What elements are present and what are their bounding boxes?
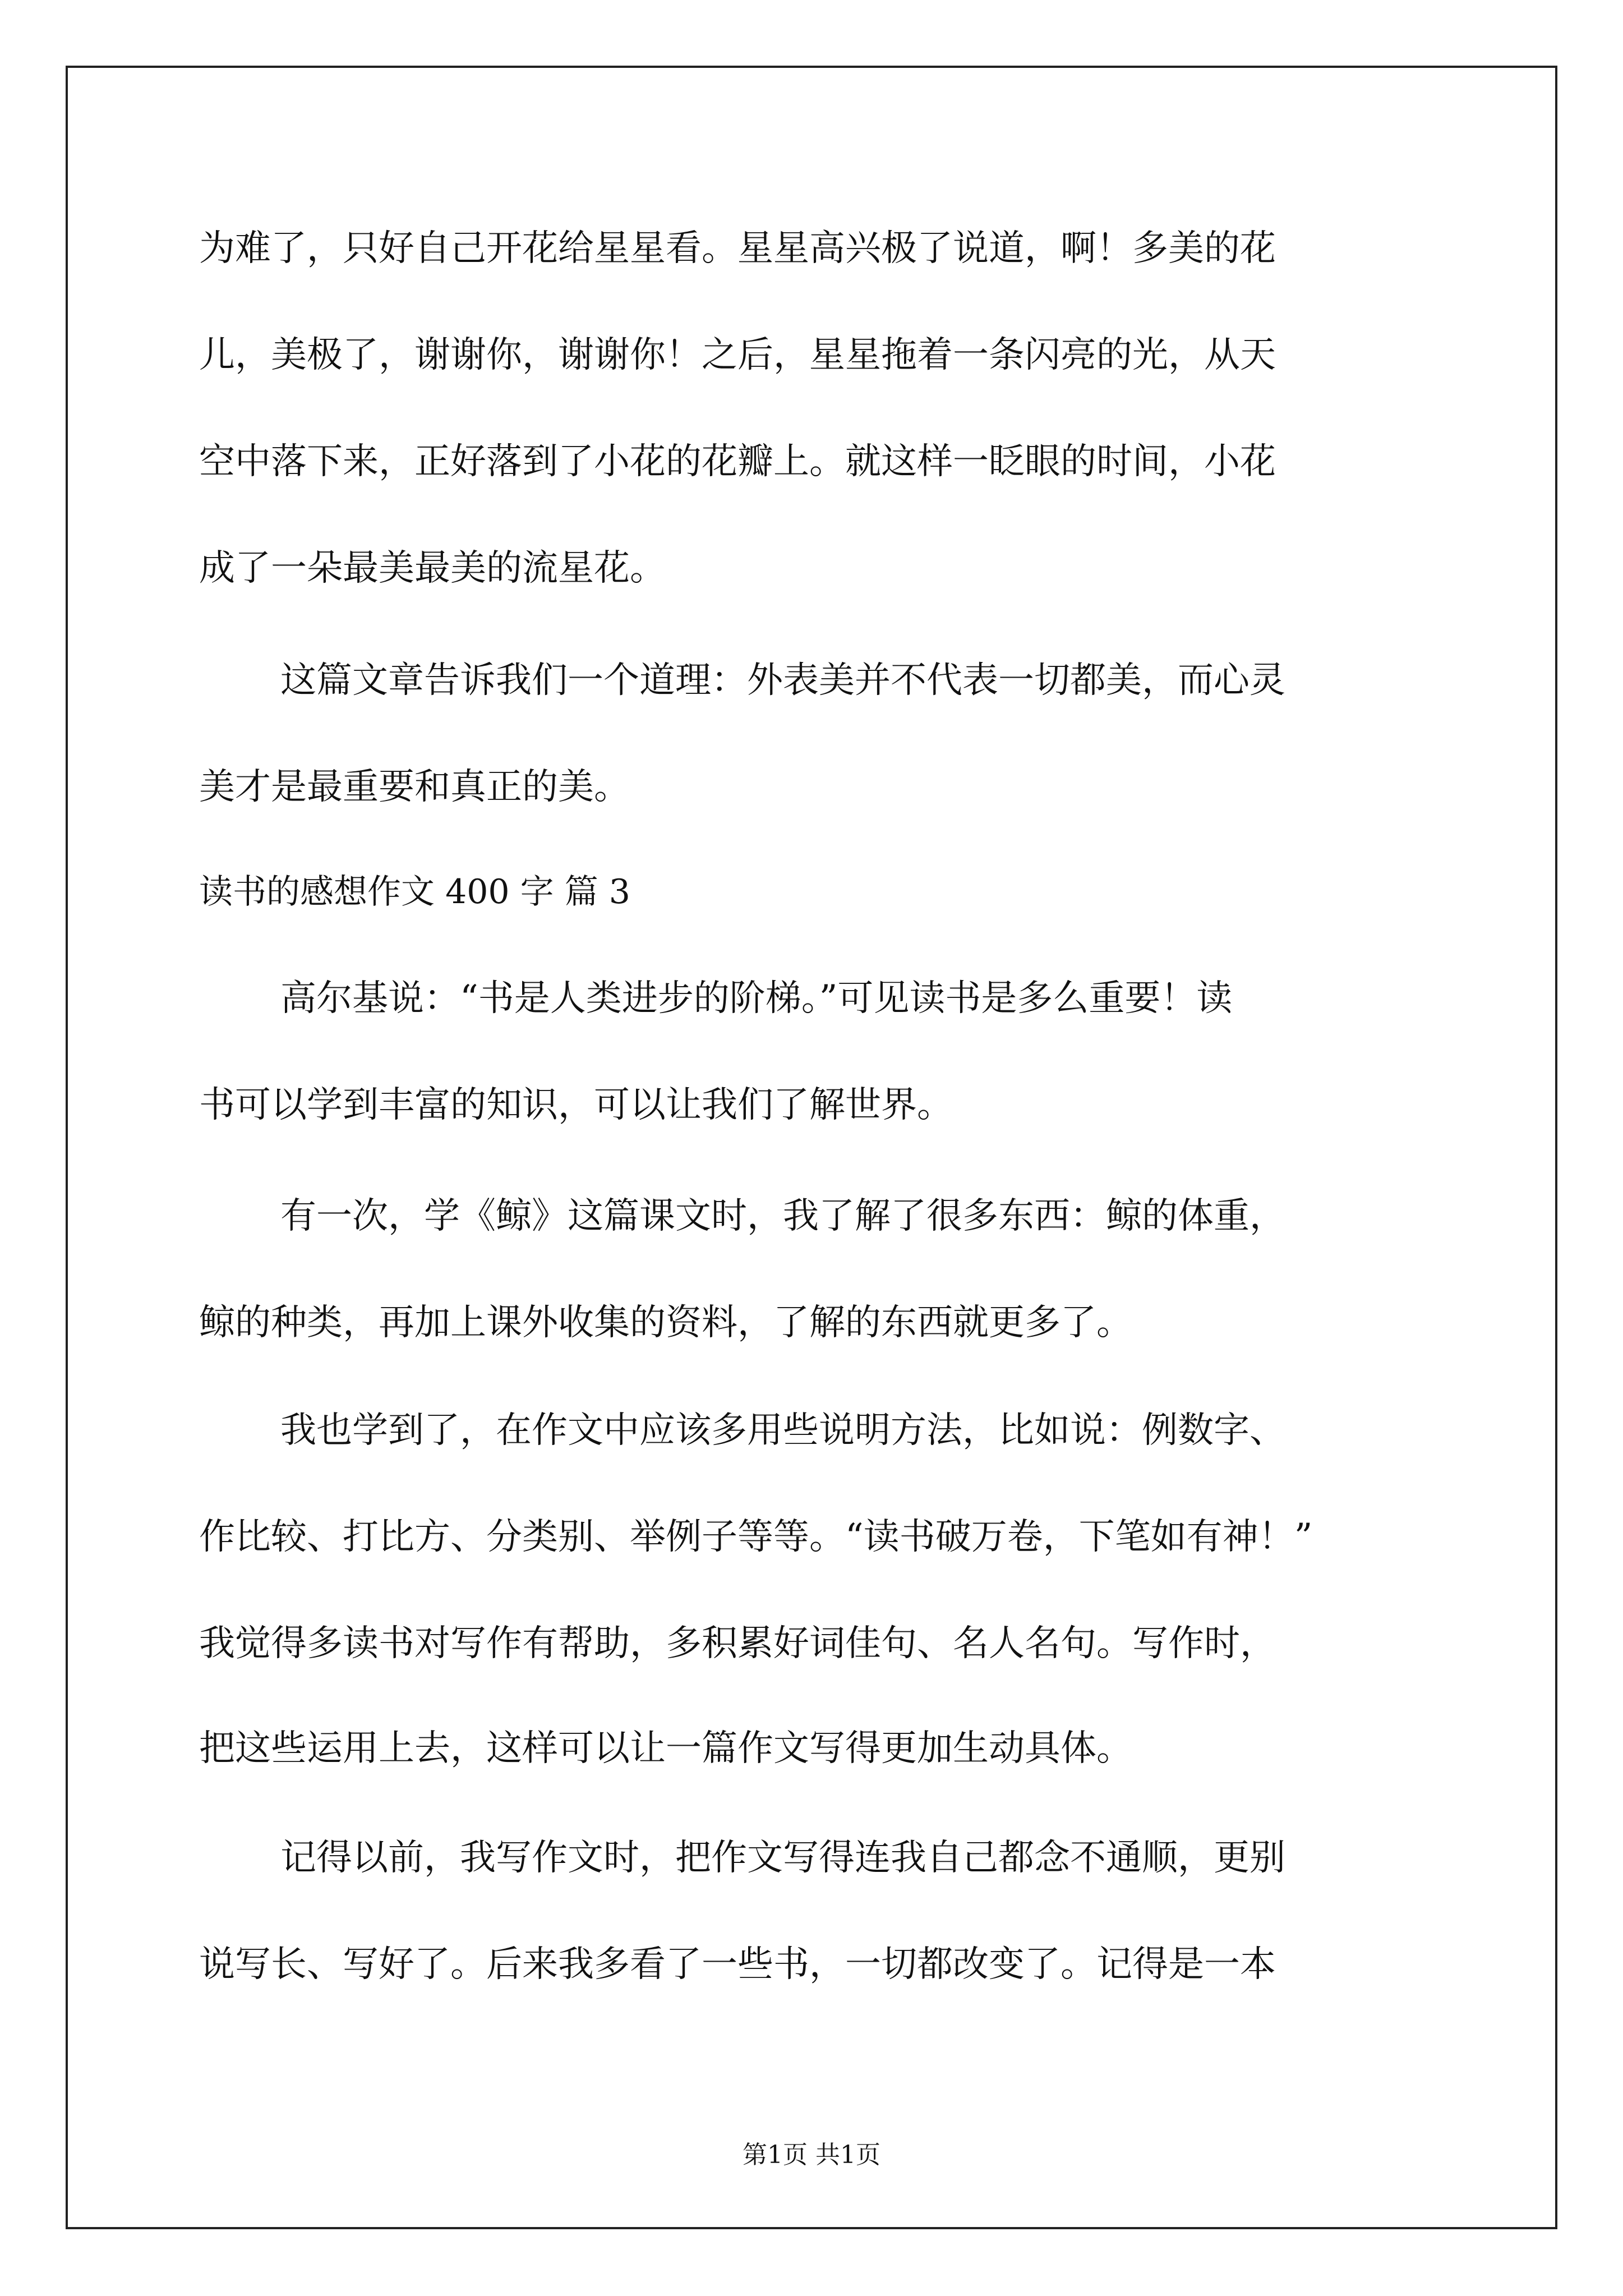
text-line: 把这些运用上去，这样可以让一篇作文写得更加生动具体。 — [199, 1728, 1132, 1769]
text-line: 空中落下来，正好落到了小花的花瓣上。就这样一眨眼的时间，小花 — [199, 441, 1276, 482]
text-line: 为难了，只好自己开花给星星看。星星高兴极了说道，啊！多美的花 — [199, 228, 1276, 269]
text-line: 美才是最重要和真正的美。 — [199, 766, 630, 808]
page-footer: 第1页 共1页 — [743, 2141, 880, 2169]
paragraph-first-line: 我也学到了，在作文中应该多用些说明方法，比如说：例数字、 — [280, 1410, 1285, 1451]
text-line: 儿，美极了，谢谢你，谢谢你！之后，星星拖着一条闪亮的光，从天 — [199, 334, 1276, 376]
paragraph-first-line: 高尔基说：“书是人类进步的阶梯。”可见读书是多么重要！读 — [280, 978, 1233, 1019]
text-line: 我觉得多读书对写作有帮助，多积累好词佳句、名人名句。写作时， — [199, 1623, 1276, 1664]
paragraph-first-line: 有一次，学《鲸》这篇课文时，我了解了很多东西：鲸的体重， — [280, 1195, 1285, 1237]
paragraph-first-line: 这篇文章告诉我们一个道理：外表美并不代表一切都美，而心灵 — [280, 660, 1285, 701]
section-heading: 读书的感想作文 400 字 篇 3 — [199, 872, 630, 912]
paragraph-first-line: 记得以前，我写作文时，把作文写得连我自己都念不通顺，更别 — [280, 1837, 1285, 1879]
page-border — [66, 66, 1557, 2229]
text-line: 说写长、写好了。后来我多看了一些书，一切都改变了。记得是一本 — [199, 1944, 1276, 1985]
text-line: 鲸的种类，再加上课外收集的资料，了解的东西就更多了。 — [199, 1302, 1132, 1343]
text-line: 成了一朵最美最美的流星花。 — [199, 547, 666, 589]
text-line: 书可以学到丰富的知识，可以让我们了解世界。 — [199, 1084, 953, 1126]
text-line: 作比较、打比方、分类别、举例子等等。“读书破万卷，下笔如有神！” — [199, 1516, 1313, 1558]
